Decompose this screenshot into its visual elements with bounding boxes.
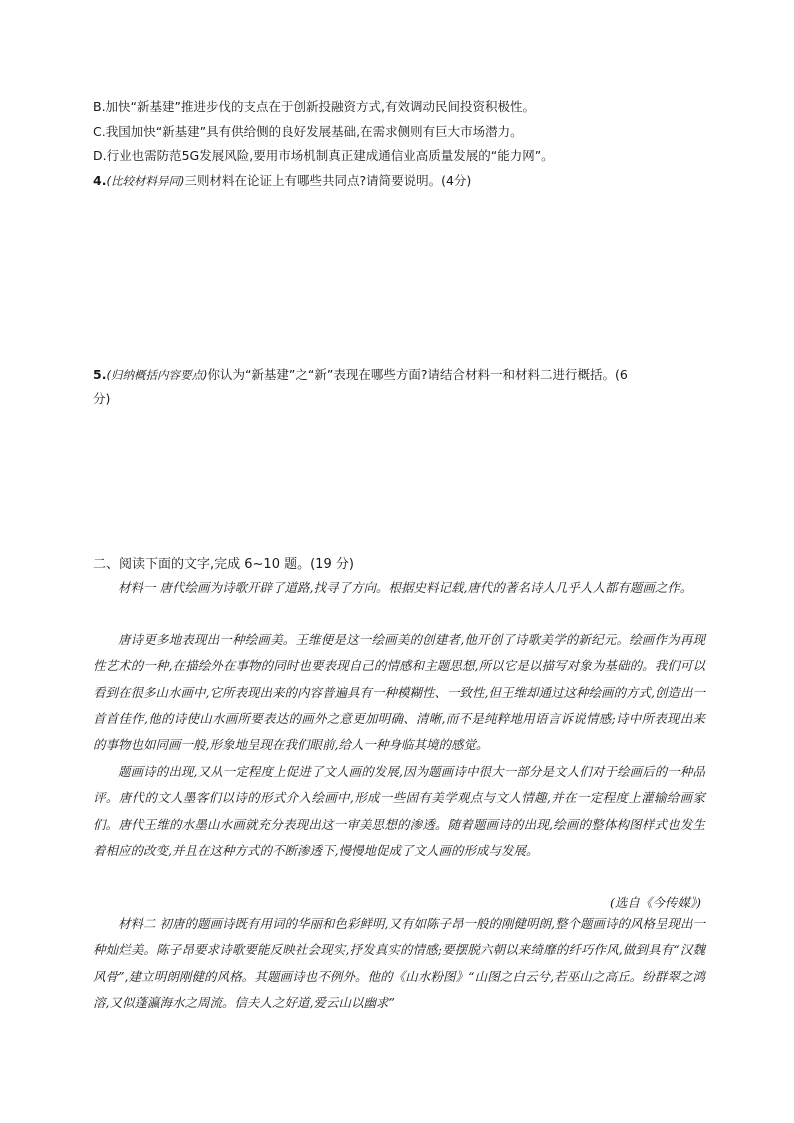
section-2-title: 二、阅读下面的文字,完成 6~10 题。(19 分) bbox=[93, 557, 354, 572]
question-5 bbox=[93, 367, 705, 383]
option-d: D.行业也需防范5G发展风险,要用市场机制真正建成通信业高质量发展的“能力网”。 bbox=[93, 148, 554, 163]
question-4 bbox=[93, 173, 705, 189]
material-1-paragraph-2: 唐诗更多地表现出一种绘画美。王维便是这一绘画美的创建者,他开创了诗歌美学的新纪元。绘画作为再现性艺术的一种,在描绘外在事物的同时也要表现自己的情感和主题思想,所以它是以描写对象为基础的。我们可以看到在很多山水画中,它所表现出来的内容普遍具有一种模糊性、一致性,但王维却通过这种绘画的方式,创造出一首首佳作,他的诗使山水画所要表达的画外之意更加明确、清晰,而不是纯粹地用语言诉说情感;诗中所表现出来的事物也如同画一般,形象地呈现在我们眼前,给人一种身临其境的感觉。 bbox=[93, 632, 705, 753]
material-1-paragraph-3: 题画诗的出现,又从一定程度上促进了文人画的发展,因为题画诗中很大一部分是文人们对于绘画后的一种品评。唐代的文人墨客们以诗的形式介入绘画中,形成一些固有美学观点与文人情趣,并在一定程度上灌输给画家们。唐代王维的水墨山水画就充分表现出这一审美思想的渗透。随着题画诗的出现,绘画的整体构图样式也发生着相应的改变,并且在这种方式的不断渗透下,慢慢地促成了文人画的形成与发展。 bbox=[93, 764, 705, 858]
material-1-paragraph-1: 材料一 唐代绘画为诗歌开辟了道路,找寻了方向。根据史料记载,唐代的著名诗人几乎人人都有题画之作。 bbox=[118, 580, 693, 595]
material-2-paragraph-1: 材料二 初唐的题画诗既有用词的华丽和色彩鲜明,又有如陈子昂一般的刚健明朗,整个题画诗的风格呈现出一种灿烂美。陈子昂要求诗歌要能反映社会现实,抒发真实的情感;要摆脱六朝以来绮靡的纤巧作风,做到具有“汉魏风骨”,建立明朗刚健的风格。其题画诗也不例外。他的《山水粉图》“山图之白云兮,若巫山之高丘。纷群翠之鸿溶,又似蓬瀛海水之周流。信夫人之好道,爱云山以幽求” bbox=[93, 916, 705, 1010]
question-5-number: 5. bbox=[93, 367, 107, 382]
question-5-continued: 分) bbox=[93, 391, 111, 406]
question-5-tag: (归纳概括内容要点) bbox=[106, 368, 208, 382]
option-c: C.我国加快“新基建”具有供给侧的良好发展基础,在需求侧则有巨大市场潜力。 bbox=[93, 124, 523, 139]
question-5-text: 你认为“新基建”之“新”表现在哪些方面?请结合材料一和材料二进行概括。(6 bbox=[207, 367, 628, 382]
material-1-source: (选自《今传媒》) bbox=[609, 895, 701, 910]
option-b: B.加快“新基建”推进步伐的支点在于创新投融资方式,有效调动民间投资积极性。 bbox=[93, 99, 535, 114]
question-4-tag: (比较材料异同) bbox=[106, 174, 185, 188]
question-4-number: 4. bbox=[93, 173, 107, 188]
question-4-text: 三则材料在论证上有哪些共同点?请简要说明。(4分) bbox=[184, 173, 472, 188]
